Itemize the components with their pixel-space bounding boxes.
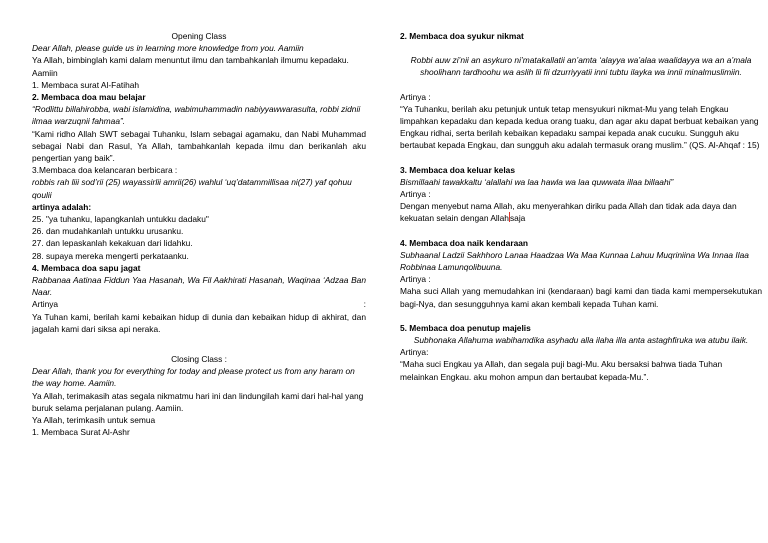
item-doa-berbicara: 3.Membaca doa kelancaran berbicara :: [32, 165, 178, 176]
right-column: [400, 30, 762, 383]
closing-title: Closing Class :: [171, 354, 227, 365]
closing-prayer-english: Dear Allah, thank you for everything for today and please protect us from any haram on the way home. Aamiin.: [32, 366, 355, 389]
doa-kendaraan-arabic: Subhaanal Ladzii Sakhhoro Lanaa Haadzaa Wa Maa Kunnaa Lahuu Muqriniina Wa Innaa Ilaa Robbinaa Lamunqolibuuna.: [400, 249, 749, 273]
doa-keluar-kelas-artinya: Artinya :: [400, 189, 431, 200]
doa-syukur-arabic: Robbi auw zi’nii an asykuro ni’matakallatii an’amta ‘alayya wa’alaa waalidayya wa an a’mala shoolihann tardhoohu wa aslih lii fii dzurriyyatii inni tubtu ilayka wa innii minalmuslimiin.: [410, 55, 752, 78]
item-doa-naik-kendaraan: 4. Membaca doa naik kendaraan: [400, 237, 529, 248]
doa-belajar-meaning: “Kami ridho Allah SWT sebagai Tuhanku, Islam sebagai agamaku, dan Nabi Muhammad sebagai Nabi dan Rasul, Ya Allah, tambahkanlah kepada ilmu dan berikanlah aku pengertian yang baik”.: [32, 128, 366, 164]
doa-kendaraan-artinya: Artinya :: [400, 274, 431, 285]
item-doa-belajar: 2. Membaca doa mau belajar: [32, 92, 146, 103]
doa-sapu-jagat-artinya-row: [32, 298, 366, 310]
meaning-text: Dengan menyebut nama Allah, aku menyerahkan diriku pada Allah dan tidak ada daya dan kekuatan selain dengan Allah: [400, 201, 737, 224]
item-doa-syukur: 2. Membaca doa syukur nikmat: [400, 31, 524, 41]
left-column: [32, 30, 366, 439]
artinya-label: Artinya: [32, 299, 59, 310]
doa-keluar-kelas-meaning: [400, 200, 762, 224]
verse-26: 26. dan mudahkanlah untukku urusanku.: [32, 226, 184, 237]
verse-25: 25. "ya tuhanku, lapangkanlah untukku dadaku": [32, 214, 209, 225]
doa-syukur-meaning: “Ya Tuhanku, berilah aku petunjuk untuk tetap mensyukuri nikmat-Mu yang telah Engkau limpahkan kepadaku dan kepada kedua orang tuaku, dan agar aku dapat berbuat kebaikan yang Engkau ridhai, serta berilah kebaikan kepadaku sampai kepada anak cucuku. Sungguh aku bertaubat kepada Engkau, dan sungguh aku adalah termasuk orang muslim.” (QS. Al-Ahqaf : 15): [400, 103, 760, 151]
doa-berbicara-meaning-label: artinya adalah:: [32, 201, 92, 212]
doa-penutup-arabic: Subhonaka Allahuma wabihamdika asyhadu alla ilaha illa anta astaghfiruka wa atubu ilaik.: [413, 335, 749, 346]
doa-penutup-artinya: Artinya:: [400, 347, 429, 358]
opening-prayer-english: Dear Allah, please guide us in learning more knowledge from you. Aamiin: [32, 43, 304, 54]
meaning-text-end: saja: [509, 213, 526, 224]
item-doa-sapu-jagat: 4. Membaca doa sapu jagat: [32, 262, 141, 273]
opening-prayer-indonesian: Ya Allah, bimbinglah kami dalam menuntut ilmu dan tambahkanlah ilmumu kepadaku. Aamiin: [32, 55, 349, 78]
doa-berbicara-arabic: robbis rah liii sod’rii (25) wayassirlii amrii(26) wahlul ‘uq’datammillisaa ni(27) yaf qohuu qoulii: [32, 177, 352, 200]
doa-keluar-kelas-arabic: Bismillaahi tawakkaltu ‘alallahi wa laa hawla wa laa quwwata illaa billaahi”: [400, 176, 674, 187]
opening-title: Opening Class: [171, 31, 227, 41]
doa-kendaraan-meaning: Maha suci Allah yang memudahkan ini (kendaraan) bagi kami dan tiada kami mempersekutukan bagi-Nya, dan sesungguhnya kami akan kembali kepada Tuhan kami.: [400, 286, 762, 309]
item-doa-keluar-kelas: 3. Membaca doa keluar kelas: [400, 164, 515, 175]
doa-sapu-jagat-arabic: Rabbanaa Aatinaa Fiddun Yaa Hasanah, Wa Fil Aakhirati Hasanah, Waqinaa ‘Adzaa Ban Naar.: [32, 275, 366, 298]
item-al-ashr: 1. Membaca Surat Al-Ashr: [32, 427, 130, 438]
doa-sapu-jagat-meaning: Ya Tuhan kami, berilah kami kebaikan hidup di dunia dan kebaikan hidup di akhirat, dan jagalah kami dari siksa api neraka.: [32, 311, 366, 334]
artinya-colon: :: [363, 299, 366, 310]
doa-penutup-meaning: “Maha suci Engkau ya Allah, dan segala puji bagi-Mu. Aku bersaksi bahwa tiada Tuhan melainkan Engkau. aku mohon ampun dan bertaubat kepada-Mu.”.: [400, 359, 723, 382]
closing-prayer-indonesian: Ya Allah, terimakasih atas segala nikmatmu hari ini dan lindungilah kami dari hal-hal yang buruk selama perjalanan pulang. Aamiin.: [32, 390, 364, 413]
doa-belajar-arabic: “Rodlittu billahirobba, wabi islamidina, wabimuhammadin nabiyyawwarasulta, robbi zidnii ilmaa warzuqnii fahmaa”.: [32, 104, 361, 127]
item-fatihah: 1. Membaca surat Al-Fatihah: [32, 79, 140, 90]
item-doa-penutup: 5. Membaca doa penutup majelis: [400, 322, 531, 333]
doa-syukur-artinya: Artinya :: [400, 91, 431, 102]
verse-27: 27. dan lepaskanlah kekakuan dari lidahku.: [32, 238, 193, 249]
verse-28: 28. supaya mereka mengerti perkataanku.: [32, 250, 189, 261]
closing-thanks: Ya Allah, terimkasih untuk semua: [32, 415, 156, 426]
